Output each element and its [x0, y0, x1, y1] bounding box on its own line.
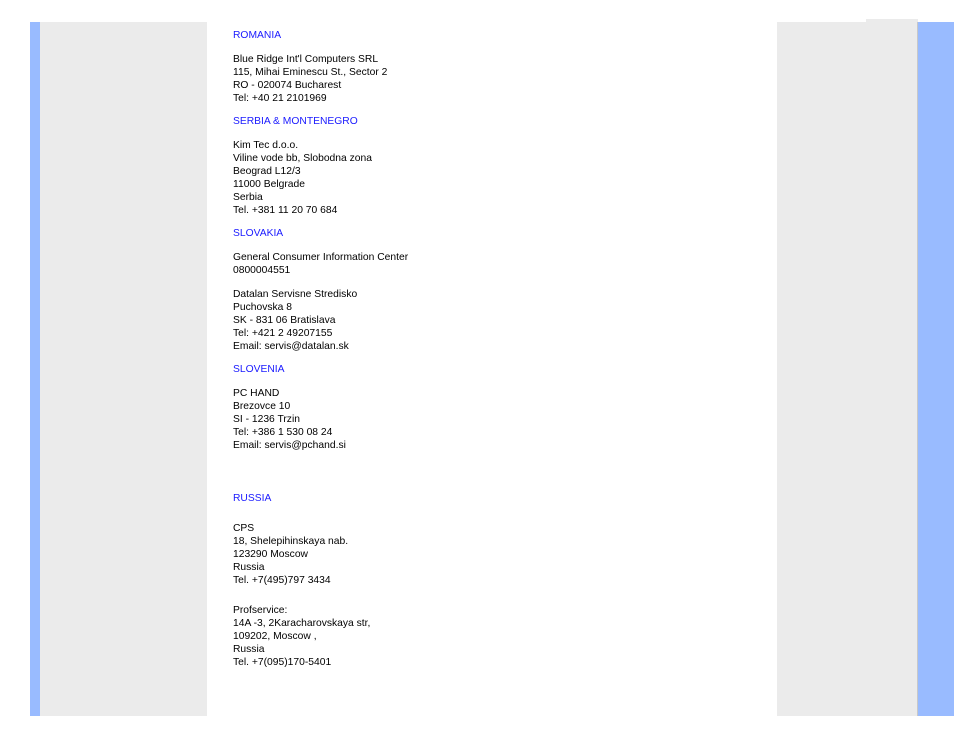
contact-line: 109202, Moscow ,	[233, 631, 317, 642]
contact-line: General Consumer Information Center	[233, 252, 409, 263]
contact-line: SK - 831 06 Bratislava	[233, 315, 336, 326]
contact-block	[233, 387, 763, 452]
country-heading: RUSSIA	[233, 493, 272, 504]
contact-line: 115, Mihai Eminescu St., Sector 2	[233, 67, 388, 78]
country-heading: SERBIA & MONTENEGRO	[233, 116, 358, 127]
contact-line: Russia	[233, 644, 265, 655]
contact-line: 11000 Belgrade	[233, 179, 305, 190]
contact-line: Tel: +386 1 530 08 24	[233, 427, 333, 438]
contact-line: Blue Ridge Int'l Computers SRL	[233, 54, 379, 65]
contact-line: Tel. +381 11 20 70 684	[233, 205, 338, 216]
contact-list	[233, 29, 763, 669]
contact-block	[233, 251, 763, 277]
contact-block	[233, 139, 763, 217]
left-gray-column	[40, 22, 207, 716]
right-gray-column	[777, 22, 918, 716]
contact-line: Serbia	[233, 192, 263, 203]
contact-line: Tel: +421 2 49207155	[233, 328, 333, 339]
contact-line: Datalan Servisne Stredisko	[233, 289, 358, 300]
contact-block	[233, 522, 763, 587]
right-blue-strip	[918, 22, 954, 716]
contact-line: Tel. +7(095)170-5401	[233, 657, 332, 668]
contact-line: Kim Tec d.o.o.	[233, 140, 299, 151]
contact-line: Viline vode bb, Slobodna zona	[233, 153, 372, 164]
contact-line: Email: servis@pchand.si	[233, 440, 346, 451]
contact-block	[233, 288, 763, 353]
country-heading: SLOVAKIA	[233, 228, 284, 239]
country-heading: ROMANIA	[233, 30, 282, 41]
contact-line: Brezovce 10	[233, 401, 291, 412]
contact-line: 18, Shelepihinskaya nab.	[233, 536, 349, 547]
contact-line: RO - 020074 Bucharest	[233, 80, 342, 91]
contact-line: SI - 1236 Trzin	[233, 414, 300, 425]
contact-line: 14A -3, 2Karacharovskaya str,	[233, 618, 371, 629]
contact-line: Puchovska 8	[233, 302, 292, 313]
contact-line: CPS	[233, 523, 255, 534]
country-heading: SLOVENIA	[233, 364, 285, 375]
contact-line: Profservice:	[233, 605, 288, 616]
contact-line: Tel: +40 21 2101969	[233, 93, 327, 104]
contact-line: Email: servis@datalan.sk	[233, 341, 349, 352]
contact-line: PC HAND	[233, 388, 280, 399]
contact-block	[233, 604, 763, 669]
contact-line: 0800004551	[233, 265, 291, 276]
contact-line: Tel. +7(495)797 3434	[233, 575, 331, 586]
left-blue-strip	[30, 22, 40, 716]
contact-line: Beograd L12/3	[233, 166, 301, 177]
contact-line: 123290 Moscow	[233, 549, 308, 560]
contact-block	[233, 53, 763, 105]
contact-line: Russia	[233, 562, 265, 573]
